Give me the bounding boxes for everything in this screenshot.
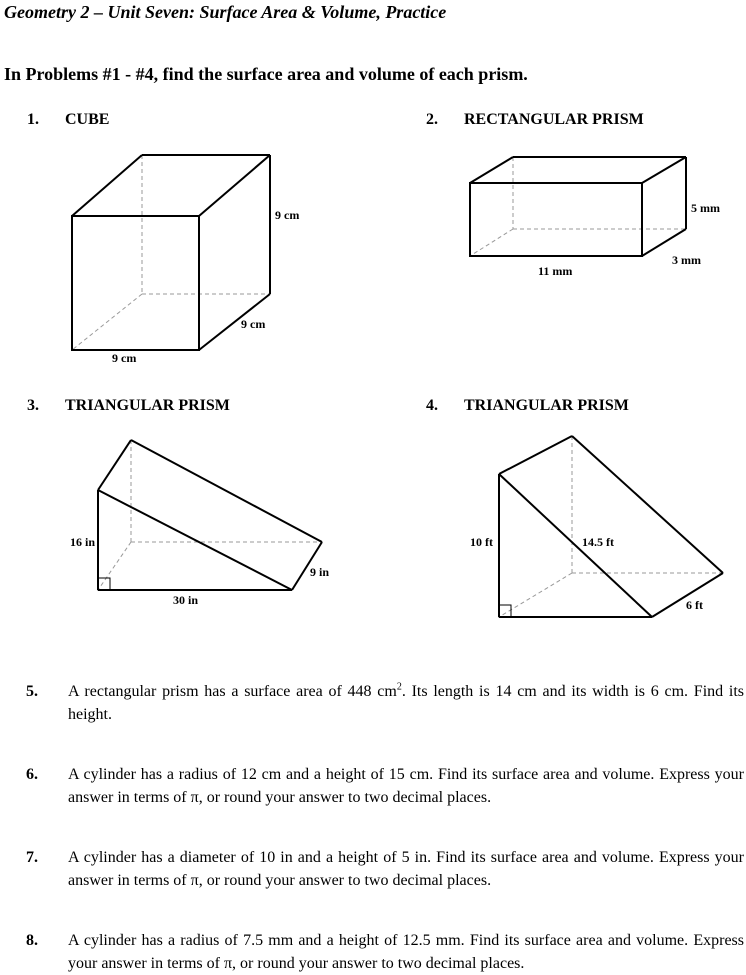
problem-7-text: A cylinder has a diameter of 10 in and a height of 5 in. Find its surface area and volume. Express your answer in terms of π, or round your answer to two decimal places. [68, 849, 744, 889]
tri-prism-1-depth-label: 9 in [310, 565, 330, 579]
rect-prism-depth-label: 3 mm [672, 253, 701, 267]
tri-prism-2-depth-label: 6 ft [686, 598, 703, 612]
problem-2-number: 2. [426, 111, 438, 128]
problem-1-label: CUBE [65, 111, 110, 128]
tri-prism-2-height-label: 10 ft [470, 535, 493, 549]
problem-5-text-end: . Its length is 14 cm and its width is 6 cm. Find its height. [68, 683, 744, 723]
cube-height-label: 9 cm [275, 208, 300, 222]
problem-5-text [68, 680, 744, 726]
problem-3-label: TRIANGULAR PRISM [65, 397, 230, 414]
tri-prism-1-length-label: 30 in [173, 593, 199, 607]
tri-prism-1-height-label: 16 in [70, 535, 96, 549]
problem-8-text: A cylinder has a radius of 7.5 mm and a height of 12.5 mm. Find its surface area and volume. Express your answer in terms of π, or round your answer to two decimal places. [68, 932, 744, 972]
rect-prism-length-label: 11 mm [538, 264, 573, 278]
problem-5-number: 5. [26, 683, 38, 700]
rect-prism-height-label: 5 mm [691, 201, 720, 215]
problem-3-number: 3. [27, 397, 39, 414]
problem-1-number: 1. [27, 111, 39, 128]
problem-4-number: 4. [426, 397, 438, 414]
problem-5-text-start: A rectangular prism has a surface area of 448 cm [68, 683, 397, 700]
instructions: In Problems #1 - #4, find the surface area and volume of each prism. [4, 64, 528, 84]
problem-2-label: RECTANGULAR PRISM [464, 111, 644, 128]
problem-7-number: 7. [26, 849, 38, 866]
problem-4-label: TRIANGULAR PRISM [464, 397, 629, 414]
page-title: Geometry 2 – Unit Seven: Surface Area & Volume, Practice [4, 2, 447, 22]
problem-6-number: 6. [26, 766, 38, 783]
problem-6-text: A cylinder has a radius of 12 cm and a height of 15 cm. Find its surface area and volume. Express your answer in terms of π, or round your answer to two decimal places. [68, 766, 744, 806]
cube-depth-label: 9 cm [241, 317, 266, 331]
problem-5-superscript: 2 [396, 681, 402, 693]
cube-width-label: 9 cm [112, 351, 137, 365]
tri-prism-2-hypotenuse-label: 14.5 ft [582, 535, 614, 549]
problem-8-number: 8. [26, 932, 38, 949]
